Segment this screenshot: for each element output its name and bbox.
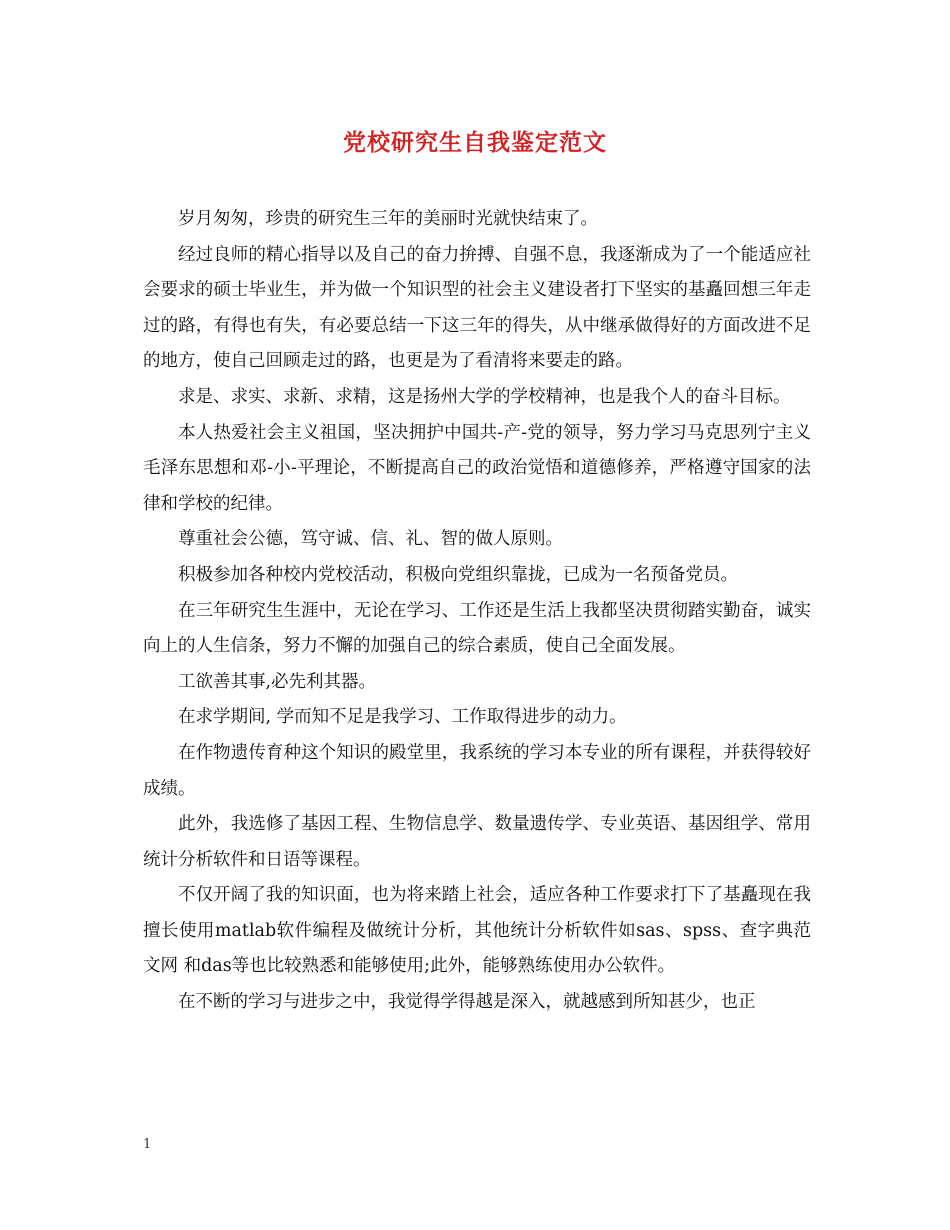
paragraph: 在求学期间, 学而知不足是我学习、工作取得进步的动力。 [178,707,627,728]
paragraph: 工欲善其事,必先利其器。 [178,671,377,692]
document-title: 党校研究生自我鉴定范文 [343,129,607,156]
paragraph: 经过良师的精心指导以及自己的奋力拚搏、自强不息，我逐渐成为了一个能适应社会要求的硕士毕业生，并为做一个知识型的社会主义建设者打下坚实的基矗回想三年走过的路，有得也有失，有必要总结一下这三年的得失，从中继承做得好的方面改进不足的地方，使自己回顾走过的路，也更是为了看清将来要走的路。 [143,244,811,372]
paragraph: 不仅开阔了我的知识面，也为将来踏上社会，适应各种工作要求打下了基矗现在我擅长使用matlab软件编程及做统计分析，其他统计分析软件如sas、spss、查字典范文网 和das等也比较熟悉和能够使用;此外，能够熟练使用办公软件。 [143,885,811,977]
paragraph: 积极参加各种校内党校活动，积极向党组织靠拢，已成为一名预备党员。 [178,564,738,585]
paragraph: 尊重社会公德，笃守诚、信、礼、智的做人原则。 [178,529,563,550]
paragraph: 求是、求实、求新、求精，这是扬州大学的学校精神，也是我个人的奋斗目标。 [178,386,791,407]
paragraph: 此外，我选修了基因工程、生物信息学、数量遗传学、专业英语、基因组学、常用统计分析软件和日语等课程。 [143,814,811,870]
paragraph: 岁月匆匆，珍贵的研究生三年的美丽时光就快结束了。 [178,209,598,229]
document-body [143,202,811,1021]
paragraph: 在不断的学习与进步之中，我觉得学得越是深入，就越感到所知甚少，也正 [178,992,756,1013]
paragraph: 在作物遗传育种这个知识的殿堂里，我系统的学习本专业的所有课程，并获得较好成绩。 [143,742,811,799]
paragraph: 在三年研究生生涯中，无论在学习、工作还是生活上我都坚决贯彻踏实勤奋，诚实向上的人生信条，努力不懈的加强自己的综合素质，使自己全面发展。 [143,600,811,657]
page-number: 1 [143,1137,152,1152]
paragraph: 本人热爱社会主义祖国，坚决拥护中国共-产-党的领导，努力学习马克思列宁主义毛泽东思想和邓-小-平理论，不断提高自己的政治觉悟和道德修养，严格遵守国家的法律和学校的纪律。 [143,422,811,514]
